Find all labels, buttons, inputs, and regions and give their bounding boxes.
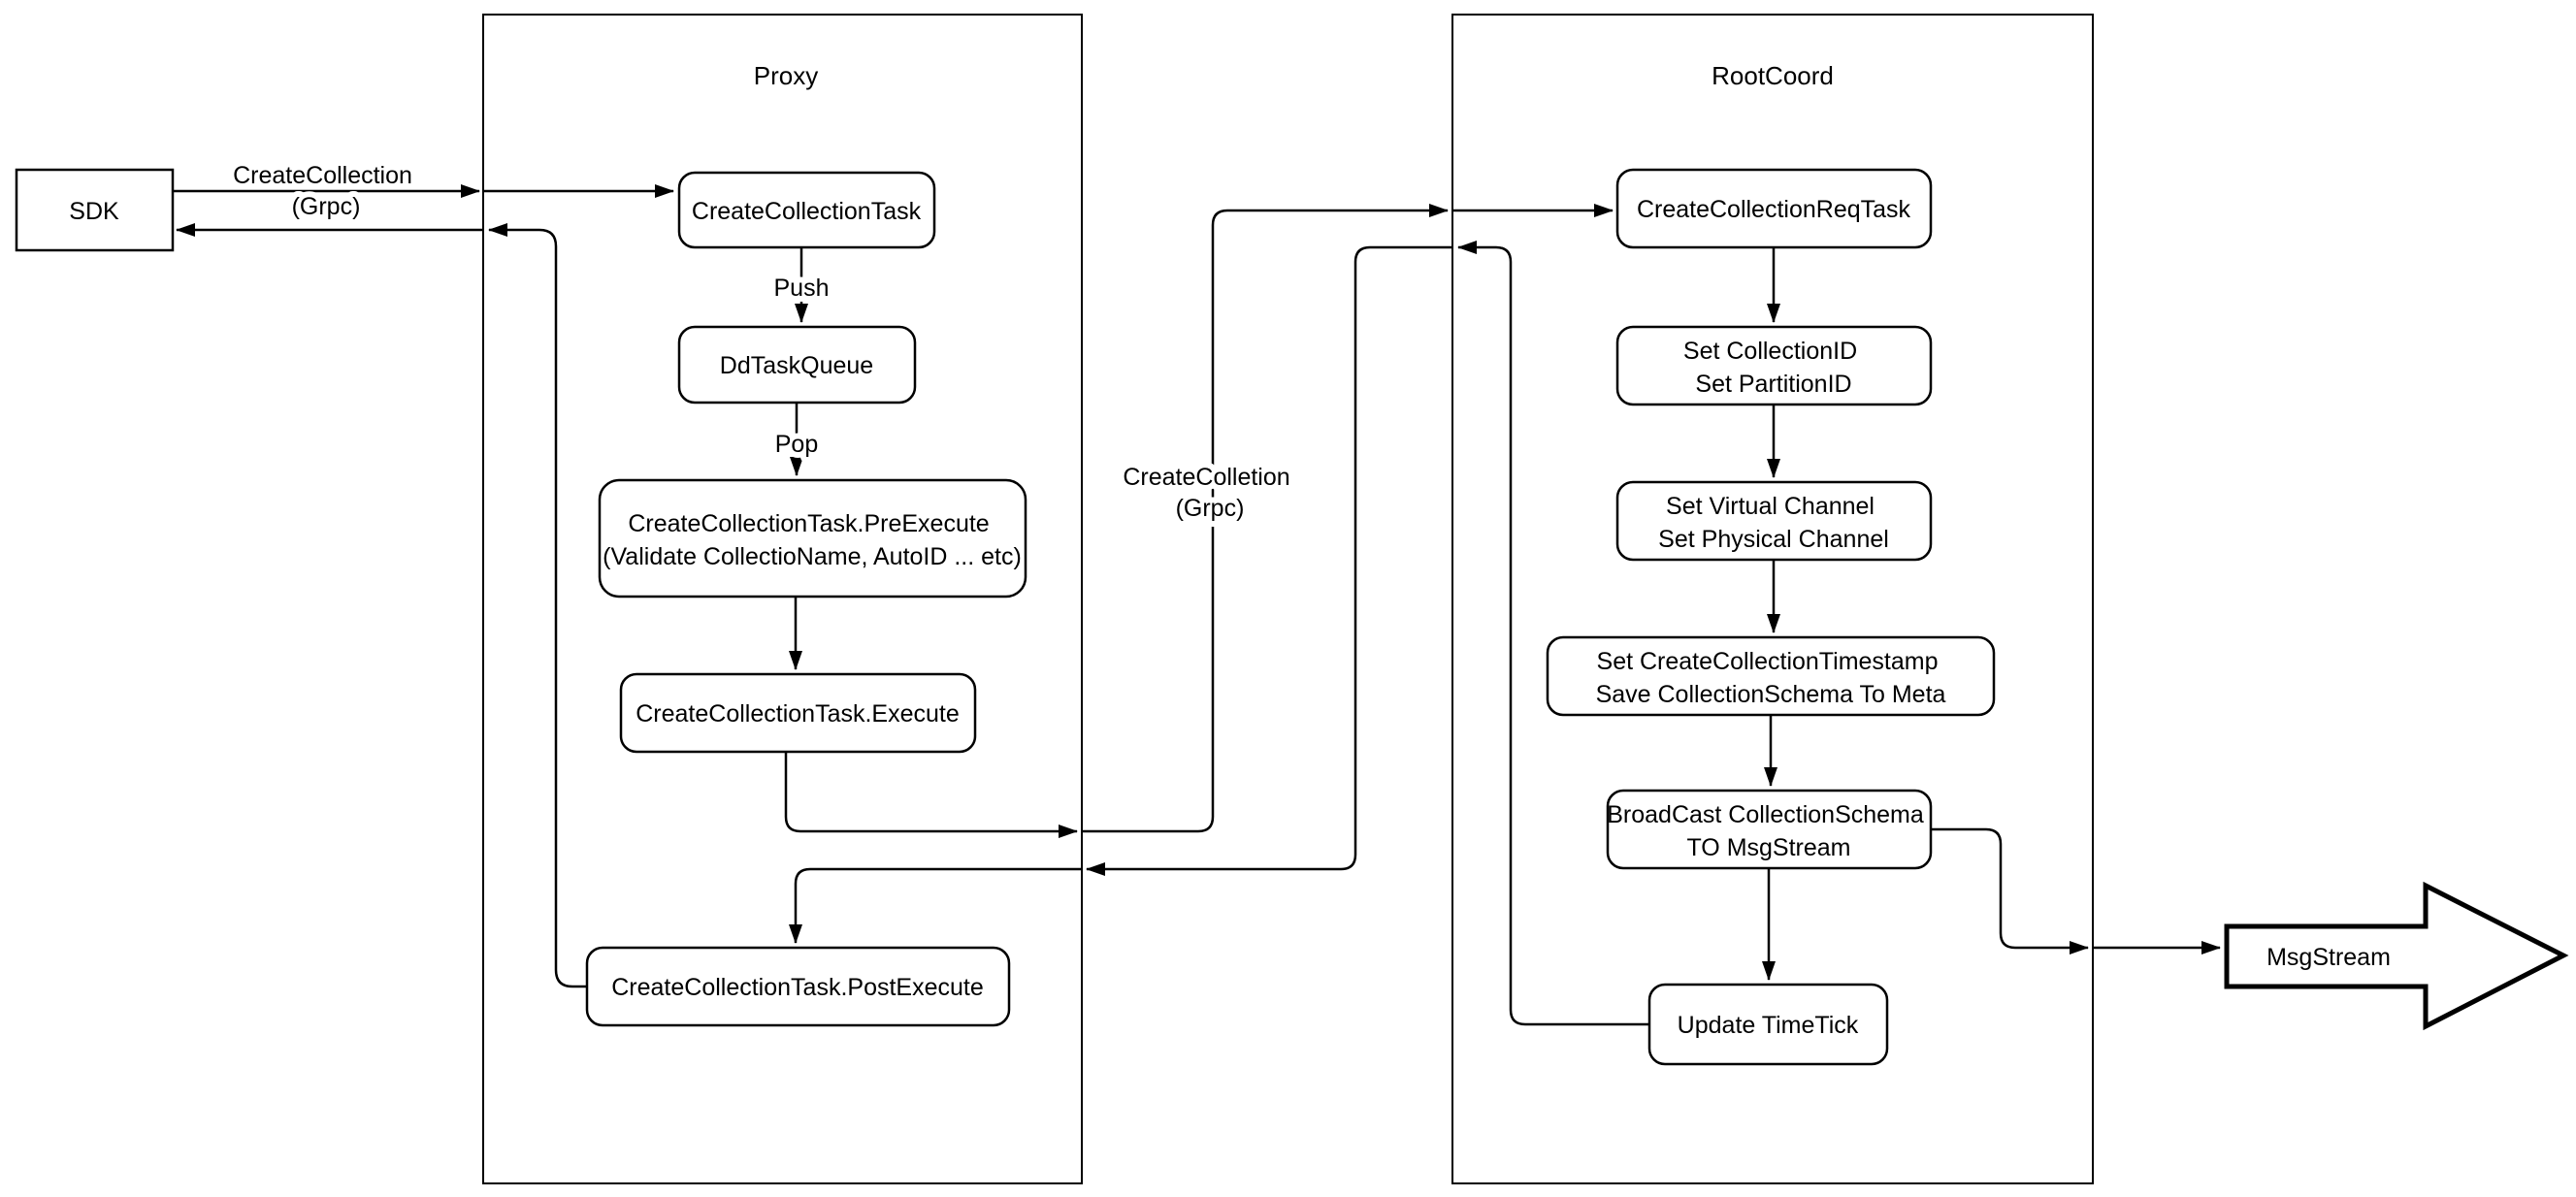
node-req-task-label: CreateCollectionReqTask <box>1636 196 1911 223</box>
node-set-timestamp-label: Set CreateCollectionTimestamp Save CollectionSchema To Meta <box>1595 648 1946 708</box>
edge-label-pop: Pop <box>774 431 819 458</box>
node-set-channels-label: Set Virtual Channel Set Physical Channel <box>1658 493 1889 553</box>
node-update-timetick-label: Update TimeTick <box>1677 1012 1859 1039</box>
node-pre-execute-label: CreateCollectionTask.PreExecute (Validate CollectioName, AutoID ... etc) <box>603 510 1022 570</box>
container-proxy-title: Proxy <box>753 61 819 90</box>
edge-label-proxy-grpc: CreateColletion (Grpc) <box>1123 464 1290 522</box>
node-execute-label: CreateCollectionTask.Execute <box>636 700 960 728</box>
edge-label-push: Push <box>773 275 830 302</box>
edge-label-sdk-grpc: CreateCollection (Grpc) <box>233 162 412 220</box>
node-set-ids-label: Set CollectionID Set PartitionID <box>1682 338 1858 398</box>
edge-grpc-to-rootcoord-border <box>1082 210 1448 831</box>
node-create-collection-task-label: CreateCollectionTask <box>691 198 922 225</box>
edge-return-to-proxy-border <box>1087 247 1452 869</box>
container-rootcoord-title: RootCoord <box>1712 61 1834 90</box>
node-sdk-label: SDK <box>69 198 119 225</box>
node-pre-execute <box>600 480 1026 597</box>
node-post-execute-label: CreateCollectionTask.PostExecute <box>611 974 984 1001</box>
node-broadcast-label: BroadCast CollectionSchema TO MsgStream <box>1607 801 1924 861</box>
node-dd-task-queue-label: DdTaskQueue <box>719 352 874 379</box>
node-msg-stream-label: MsgStream <box>2266 944 2391 971</box>
